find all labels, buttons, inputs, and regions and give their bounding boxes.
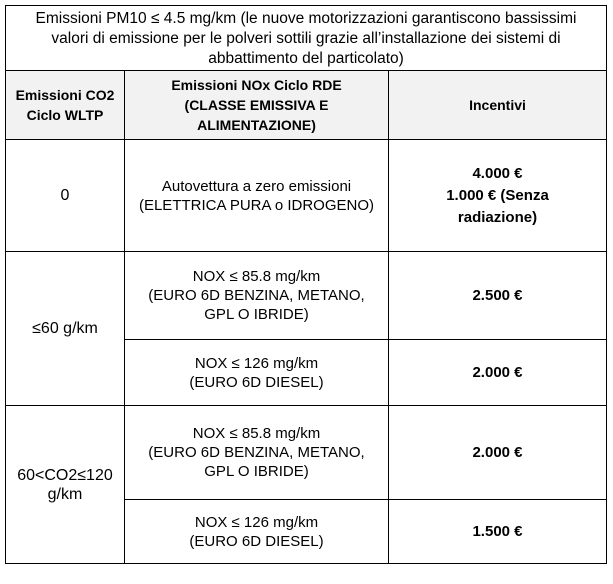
nox-text: NOX ≤ 126 mg/km — [194, 513, 319, 531]
co2-cell — [6, 140, 125, 252]
header-co2 — [6, 71, 125, 140]
header-incentives — [389, 71, 607, 140]
incentive-cell — [389, 406, 607, 500]
intro-line: valori di emissione per le polveri sottili grazie all’installazione dei sistemi di — [51, 29, 561, 47]
co2-cell — [6, 406, 125, 564]
incentive-value: 1.500 € — [472, 522, 523, 540]
incentive-value: 1.000 € (Senza — [446, 186, 549, 204]
incentive-value: 4.000 € — [472, 164, 523, 182]
nox-text: GPL O IBRIDE) — [204, 463, 309, 480]
incentive-cell — [389, 252, 607, 340]
table-row — [6, 406, 607, 500]
nox-text: Autovettura a zero emissioni — [161, 177, 352, 195]
incentives-table — [5, 5, 607, 564]
incentive-value: 2.000 € — [472, 443, 523, 461]
header-text: Emissioni CO2 — [15, 87, 115, 103]
nox-text: NOX ≤ 126 mg/km — [194, 354, 319, 372]
header-text: (CLASSE EMISSIVA E — [184, 97, 329, 113]
intro-line: abbattimento del particolato) — [208, 49, 404, 67]
co2-value: 0 — [60, 187, 70, 204]
header-row — [6, 71, 607, 140]
nox-text: NOX ≤ 85.8 mg/km — [192, 425, 321, 442]
co2-value: 60<CO2≤120 — [17, 466, 113, 484]
nox-text: (EURO 6D BENZINA, METANO, — [148, 287, 365, 304]
header-nox — [125, 71, 389, 140]
incentives-document — [5, 5, 607, 564]
incentive-cell — [389, 500, 607, 564]
nox-text: (ELETTRICA PURA o IDROGENO) — [138, 196, 375, 214]
pm10-intro-cell — [6, 6, 607, 71]
incentive-value: 2.000 € — [472, 363, 523, 381]
nox-cell — [125, 140, 389, 252]
nox-text: NOX ≤ 85.8 mg/km — [192, 268, 321, 285]
incentive-cell — [389, 140, 607, 252]
nox-cell — [125, 340, 389, 406]
nox-cell — [125, 252, 389, 340]
intro-row — [6, 6, 607, 71]
nox-cell — [125, 406, 389, 500]
incentive-value: radiazione) — [457, 208, 538, 226]
co2-value: ≤60 g/km — [32, 320, 98, 337]
co2-value: g/km — [47, 485, 83, 503]
nox-text: (EURO 6D DIESEL) — [189, 373, 324, 391]
header-text: Emissioni NOx Ciclo RDE — [171, 77, 342, 93]
nox-text: (EURO 6D BENZINA, METANO, — [148, 444, 365, 461]
nox-text: GPL O IBRIDE) — [204, 306, 309, 323]
nox-text: (EURO 6D DIESEL) — [189, 532, 324, 550]
incentive-cell — [389, 340, 607, 406]
header-text: ALIMENTAZIONE) — [197, 117, 316, 133]
incentive-value: 2.500 € — [472, 286, 523, 304]
nox-cell — [125, 500, 389, 564]
co2-cell — [6, 252, 125, 406]
header-text: Ciclo WLTP — [26, 107, 104, 123]
table-row — [6, 140, 607, 252]
table-row — [6, 252, 607, 340]
intro-line: Emissioni PM10 ≤ 4.5 mg/km (le nuove motorizzazioni garantiscono bassissimi — [35, 9, 577, 27]
header-text: Incentivi — [469, 97, 526, 113]
